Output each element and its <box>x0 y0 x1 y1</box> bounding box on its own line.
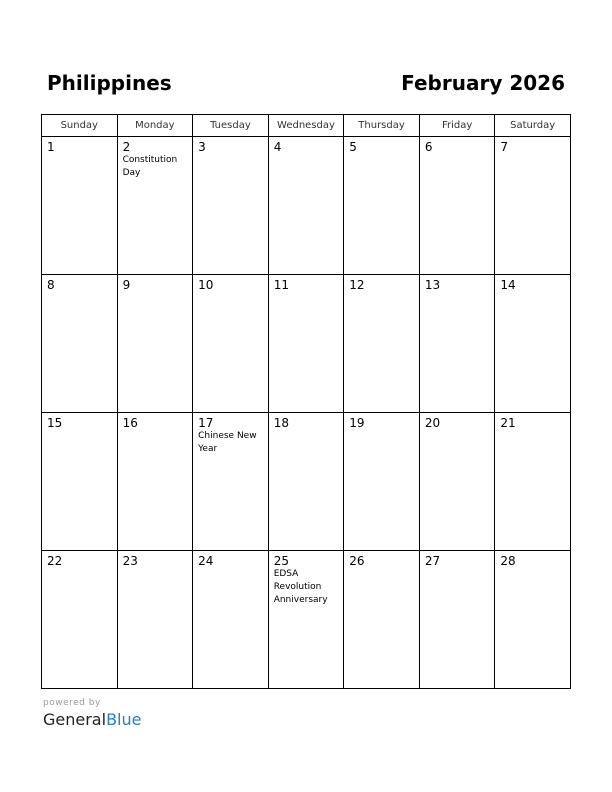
day-number: 6 <box>424 140 433 154</box>
weekday-sunday: Sunday <box>42 115 118 137</box>
day-number: 25 <box>273 554 289 568</box>
day-number: 18 <box>273 416 289 430</box>
day-cell <box>419 275 495 413</box>
holiday-label: Constitution Day <box>122 155 178 178</box>
weekday-header-row <box>42 115 571 137</box>
powered-by-text: powered by <box>43 698 101 708</box>
weekday-monday: Monday <box>117 115 193 137</box>
generalblue-logo[interactable] <box>43 710 141 730</box>
day-cell <box>42 413 118 551</box>
day-cell <box>193 413 269 551</box>
brand-blue: Blue <box>106 710 142 729</box>
day-cell <box>419 413 495 551</box>
weekday-thursday: Thursday <box>344 115 420 137</box>
day-cell <box>117 137 193 275</box>
day-cell <box>117 275 193 413</box>
day-cell <box>344 275 420 413</box>
day-number: 7 <box>500 140 509 154</box>
week-row <box>42 413 571 551</box>
day-number: 21 <box>500 416 516 430</box>
holiday-label: EDSA Revolution Anniversary <box>273 569 328 605</box>
weekday-wednesday: Wednesday <box>268 115 344 137</box>
holiday-label: Chinese New Year <box>198 431 257 454</box>
day-cell <box>344 413 420 551</box>
day-cell <box>193 137 269 275</box>
weekday-friday: Friday <box>419 115 495 137</box>
day-cell <box>344 551 420 689</box>
day-cell <box>495 551 571 689</box>
day-number: 22 <box>47 554 63 568</box>
day-number: 10 <box>198 278 214 292</box>
day-number: 3 <box>198 140 206 154</box>
day-number: 1 <box>47 140 55 154</box>
weekday-saturday: Saturday <box>495 115 571 137</box>
day-number: 23 <box>122 554 138 568</box>
day-cell <box>193 275 269 413</box>
day-cell <box>193 551 269 689</box>
day-cell <box>268 413 344 551</box>
day-number: 2 <box>122 140 131 154</box>
calendar-grid <box>41 114 571 689</box>
weekday-tuesday: Tuesday <box>193 115 269 137</box>
footer-branding <box>43 698 141 730</box>
day-cell <box>419 551 495 689</box>
day-number: 11 <box>273 278 289 292</box>
day-number: 5 <box>349 140 357 154</box>
day-number: 15 <box>47 416 63 430</box>
day-cell <box>42 137 118 275</box>
day-cell <box>268 551 344 689</box>
day-cell <box>268 137 344 275</box>
month-year-title: February 2026 <box>401 71 565 95</box>
day-number: 28 <box>500 554 516 568</box>
week-row <box>42 551 571 689</box>
day-number: 27 <box>424 554 441 568</box>
day-cell <box>495 275 571 413</box>
day-cell <box>495 137 571 275</box>
day-number: 8 <box>47 278 55 292</box>
day-number: 20 <box>424 416 441 430</box>
day-number: 26 <box>349 554 365 568</box>
day-number: 12 <box>349 278 365 292</box>
day-number: 13 <box>424 278 441 292</box>
day-cell <box>42 551 118 689</box>
day-number: 16 <box>122 416 138 430</box>
day-cell <box>495 413 571 551</box>
day-number: 19 <box>349 416 365 430</box>
day-number: 24 <box>198 554 214 568</box>
week-row <box>42 137 571 275</box>
day-cell <box>419 137 495 275</box>
day-cell <box>344 137 420 275</box>
day-number: 17 <box>198 416 214 430</box>
day-number: 9 <box>122 278 131 292</box>
day-cell <box>268 275 344 413</box>
day-cell <box>117 551 193 689</box>
day-number: 4 <box>273 140 282 154</box>
day-cell <box>117 413 193 551</box>
brand-general: General <box>43 710 107 729</box>
week-row <box>42 275 571 413</box>
day-number: 14 <box>500 278 516 292</box>
country-title: Philippines <box>47 71 172 95</box>
day-cell <box>42 275 118 413</box>
